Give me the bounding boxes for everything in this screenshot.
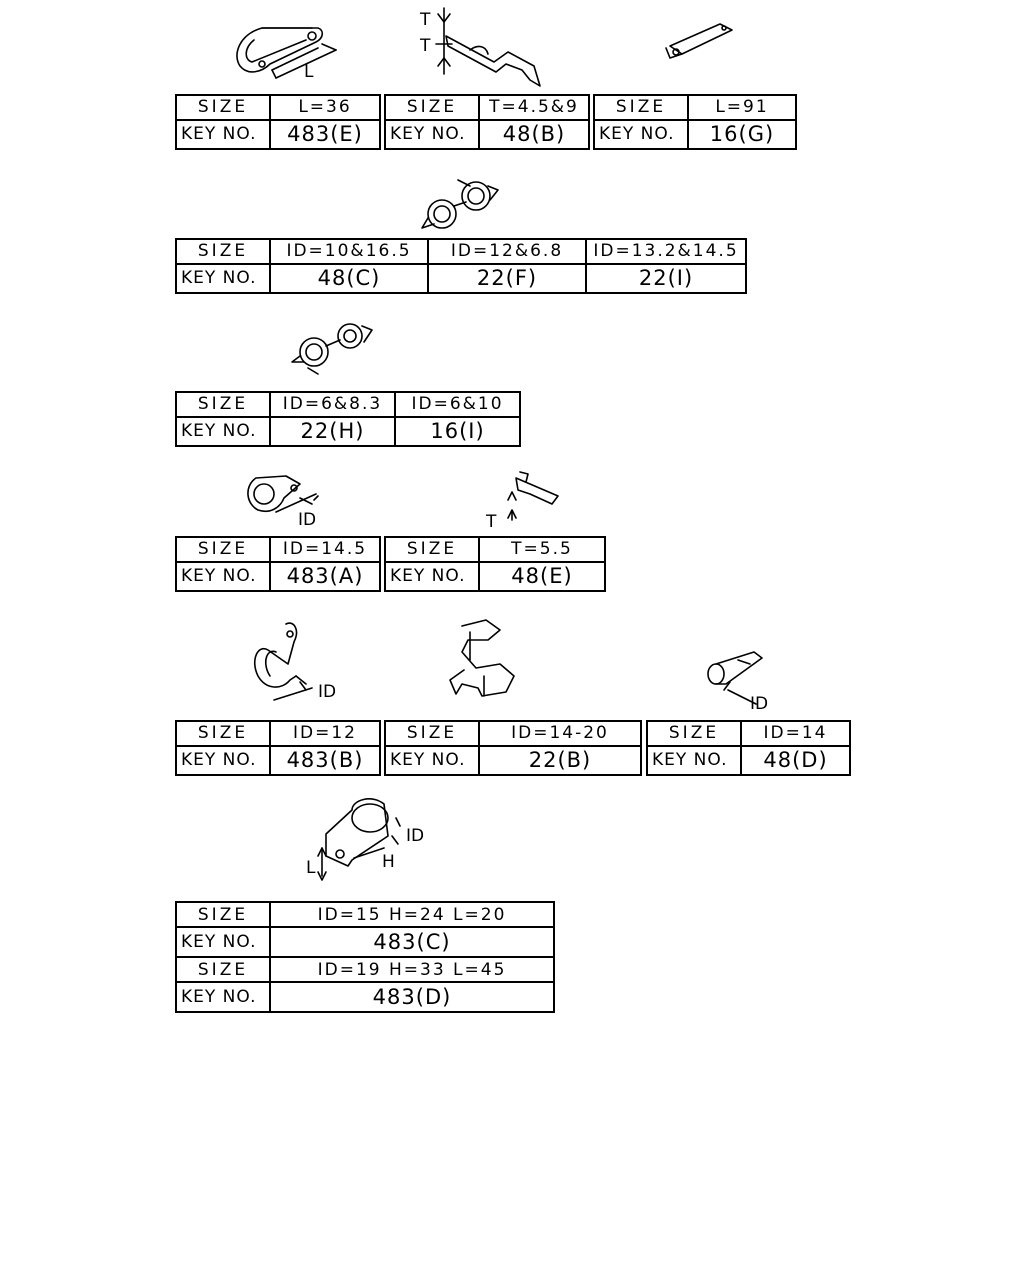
size-value: ID=14-20 [479, 721, 641, 746]
part-table [384, 94, 590, 150]
key-no-header: KEY NO. [594, 120, 688, 149]
size-value: ID=12&6.8 [428, 239, 586, 264]
part-table [175, 901, 555, 1013]
key-no-value: 22(H) [270, 417, 395, 446]
size-value: T=5.5 [479, 537, 605, 562]
dim-label-l: L [304, 62, 314, 82]
part-table [175, 238, 747, 294]
key-no-header: KEY NO. [176, 562, 270, 591]
size-value: ID=10&16.5 [270, 239, 428, 264]
key-no-value: 483(C) [270, 927, 554, 957]
size-value: ID=15 H=24 L=20 [270, 902, 554, 927]
flat-strip-icon [666, 24, 732, 58]
dim-label-t: T [420, 36, 431, 56]
size-value: T=4.5&9 [479, 95, 589, 120]
size-value: ID=12 [270, 721, 380, 746]
size-value: L=91 [688, 95, 796, 120]
size-header: SIZE [176, 721, 270, 746]
size-value: ID=6&8.3 [270, 392, 395, 417]
size-header: SIZE [385, 95, 479, 120]
size-header: SIZE [176, 957, 270, 982]
size-header: SIZE [176, 537, 270, 562]
dim-label-id: ID [318, 682, 337, 702]
size-value: ID=19 H=33 L=45 [270, 957, 554, 982]
size-value: ID=14 [741, 721, 850, 746]
size-header: SIZE [176, 95, 270, 120]
size-header: SIZE [647, 721, 741, 746]
p-clip-id-icon [248, 476, 318, 512]
key-no-header: KEY NO. [176, 417, 270, 446]
key-no-header: KEY NO. [385, 746, 479, 775]
key-no-header: KEY NO. [176, 120, 270, 149]
size-value: ID=14.5 [270, 537, 380, 562]
part-table [175, 94, 381, 150]
key-no-header: KEY NO. [647, 746, 741, 775]
key-no-header: KEY NO. [385, 120, 479, 149]
key-no-value: 16(G) [688, 120, 796, 149]
key-no-value: 22(I) [586, 264, 746, 293]
part-table [175, 720, 381, 776]
size-header: SIZE [176, 902, 270, 927]
t-clip-icon [508, 472, 558, 520]
strap-clip-icon [237, 28, 336, 78]
key-no-value: 48(B) [479, 120, 589, 149]
dim-label-l: L [306, 858, 316, 878]
dim-label-id: ID [406, 826, 425, 846]
size-value: ID=6&10 [395, 392, 520, 417]
key-no-header: KEY NO. [176, 746, 270, 775]
twin-ring-clip-small-icon [292, 324, 372, 374]
size-value: ID=13.2&14.5 [586, 239, 746, 264]
dim-label-t: T [420, 10, 431, 30]
part-table [384, 720, 642, 776]
size-value: L=36 [270, 95, 380, 120]
key-no-value: 483(D) [270, 982, 554, 1012]
key-no-value: 48(D) [741, 746, 850, 775]
part-table [646, 720, 851, 776]
dim-label-h: H [382, 852, 395, 872]
key-no-value: 22(F) [428, 264, 586, 293]
dim-label-id: ID [750, 694, 769, 714]
key-no-value: 483(B) [270, 746, 380, 775]
key-no-value: 22(B) [479, 746, 641, 775]
size-header: SIZE [594, 95, 688, 120]
dim-label-t: T [486, 512, 497, 532]
key-no-header: KEY NO. [176, 264, 270, 293]
twin-ring-clip-icon [422, 180, 498, 228]
key-no-value: 48(C) [270, 264, 428, 293]
part-table [384, 536, 606, 592]
key-no-value: 16(I) [395, 417, 520, 446]
key-no-value: 48(E) [479, 562, 605, 591]
size-header: SIZE [385, 537, 479, 562]
size-header: SIZE [176, 392, 270, 417]
key-no-header: KEY NO. [176, 927, 270, 957]
key-no-header: KEY NO. [385, 562, 479, 591]
wire-loop-clip-icon [255, 623, 312, 700]
part-table [175, 391, 521, 447]
bent-bracket-icon [436, 8, 540, 86]
dim-label-id: ID [298, 510, 317, 530]
key-no-value: 483(E) [270, 120, 380, 149]
size-header: SIZE [385, 721, 479, 746]
part-table [593, 94, 797, 150]
ratchet-clip-icon [450, 620, 514, 696]
key-no-header: KEY NO. [176, 982, 270, 1012]
part-table [175, 536, 381, 592]
key-no-value: 483(A) [270, 562, 380, 591]
size-header: SIZE [176, 239, 270, 264]
